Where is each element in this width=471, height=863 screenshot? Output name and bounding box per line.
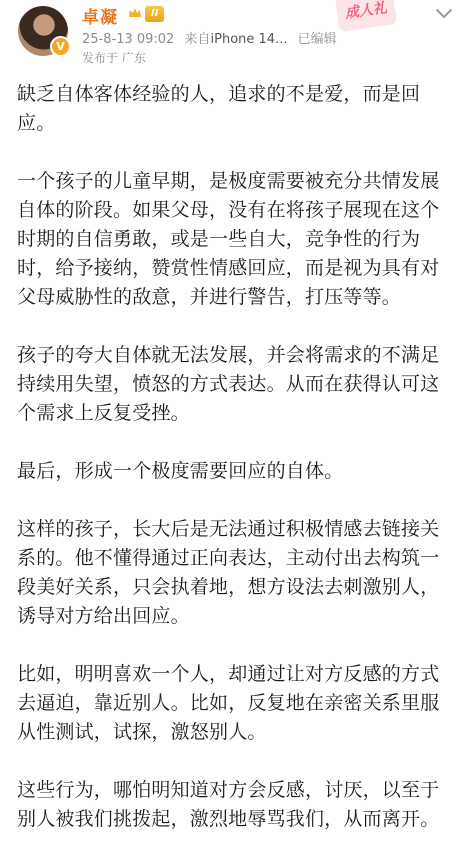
post-meta [82,28,337,47]
post-paragraph: 一个孩子的儿童早期，是极度需要被充分共情发展自体的阶段。如果父母，没有在将孩子展现在这个时期的自信勇敢，或是一些自大，竞争性的行为时，给予接纳，赞赏性情感回应，而是视为具有对父母威胁性的敌意，并进行警告，打压等等。 [17,170,440,308]
post-paragraph: 这些行为，哪怕明知道对方会反感，讨厌，以至于别人被我们挑拨起，激烈地辱骂我们，从而离开。 [17,779,440,830]
decorative-stamp: 成人礼 [335,0,397,32]
post-paragraph: 比如，明明喜欢一个人，却通过让对方反感的方式去逼迫，靠近别人。比如，反复地在亲密关系里服从性测试，试探，激怒别人。 [17,663,440,743]
post-location: 发布于 广东 [82,51,146,65]
edited-label[interactable]: 已编辑 [297,32,337,47]
source-prefix: 来自 [184,32,211,47]
post-paragraph: 最后，形成一个极度需要回应的自体。 [17,460,344,482]
device-name[interactable]: iPhone 14... [210,32,288,47]
post-paragraph: 孩子的夸大自体就无法发展，并会将需求的不满足持续用失望，愤怒的方式表达。从而在获得认可这个需求上反复受挫。 [17,344,440,424]
post-date: 25-8-13 09:02 [82,32,175,47]
username[interactable]: 卓凝 [82,8,118,28]
post-paragraph: 缺乏自体客体经验的人，追求的不是爱，而是回应。 [17,83,421,134]
crown-icon [128,6,142,20]
post-header [0,0,471,74]
post-paragraph: 这样的孩子，长大后是无法通过积极情感去链接关系的。他不懂得通过正向表达，主动付出去构筑一段美好关系，只会执着地，想方设法去刺激别人，诱导对方给出回应。 [17,518,440,627]
level-badge: II [145,6,164,22]
avatar[interactable] [18,6,68,56]
chevron-down-icon[interactable] [432,2,456,26]
post-body [17,80,457,863]
verified-badge-icon: V [50,36,71,57]
